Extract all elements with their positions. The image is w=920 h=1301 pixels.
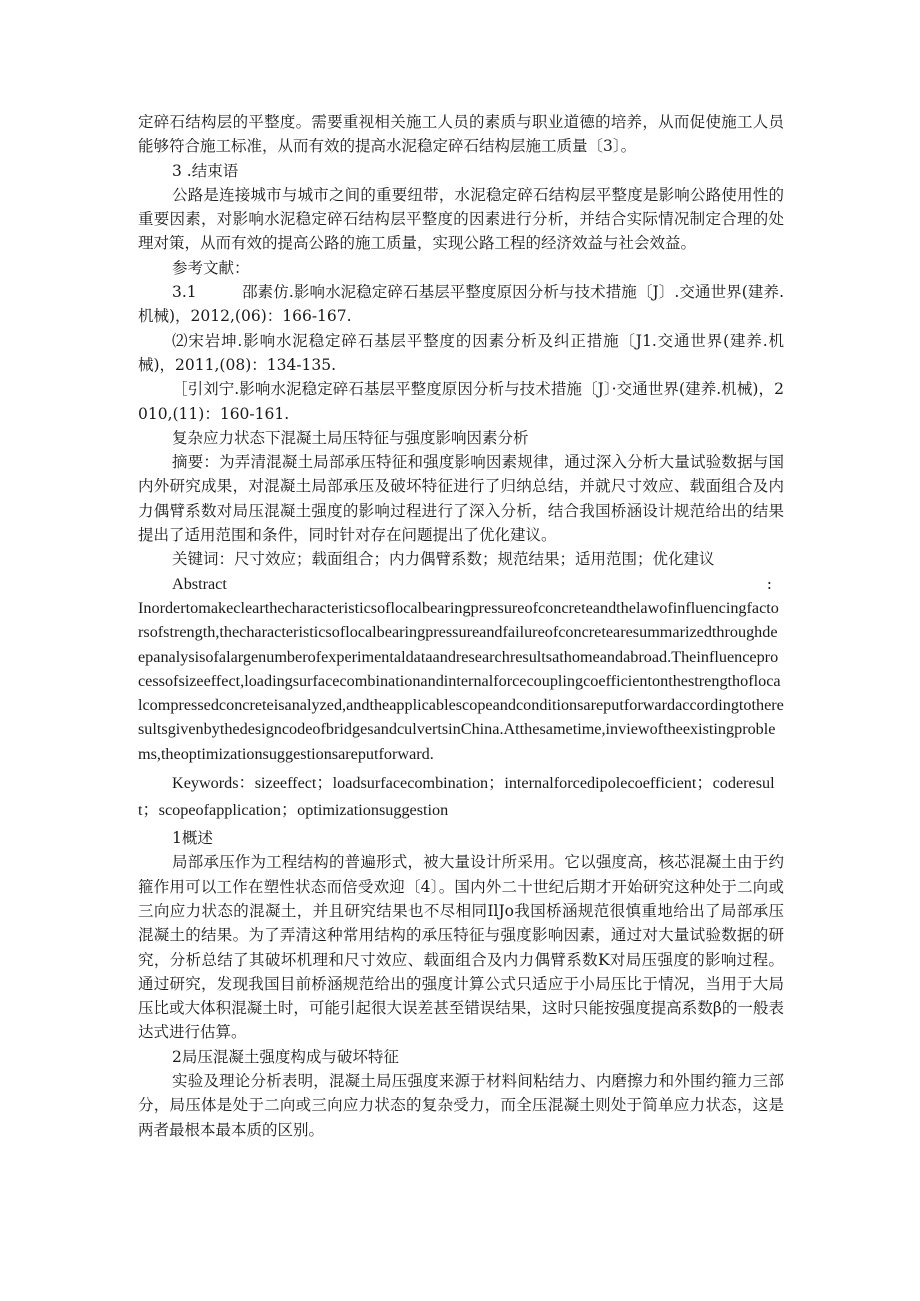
- abstract-english-label: Abstract: [172, 574, 227, 593]
- references-heading: 参考文献：: [172, 258, 250, 277]
- abstract-chinese: 摘要：为弄清混凝土局部承压特征和强度影响因素规律，通过深入分析大量试验数据与国内外研究成果，对混凝土局部承压及破坏特征进行了归纳总结，并就尺寸效应、载面组合及内力偶臂系数对局压混凝土强度的影响过程进行了深入分析，结合我国桥涵设计规范给出的结果提出了适用范围和条件，同时针对存在问题提出了优化建议。: [138, 453, 784, 545]
- reference-1-number: 3.1: [172, 283, 197, 302]
- abstract-english: Inordertomakeclearthecharacteristicsoflocalbearingpressureofconcreteandthelawofinfluencingfactorsofstrength,thecharacteristicsoflocalbearingpressureandfailureofconcretearesummarizedthroughdeepanalysisofalargenumberofexperimentaldataandresearchresultsathomeandabroad.Theinfluenceprocessofsizeeffect,loadingsurfacecombinationandinternalforcecouplingcoefficientonthestrengthoflocalcompressedconcreteisanalyzed,andtheapplicablescopeandconditionsareputforwardaccordingtotheresultsgivenbythedesigncodeofbridgesandculvertsinChina.Atthesametime,inviewoftheexistingproblems,theoptimizationsuggestionsareputforward.: [138, 598, 784, 763]
- abstract-english-heading: [138, 572, 784, 596]
- section-1-heading: 1概述: [172, 829, 213, 848]
- section-2-body: 实验及理论分析表明，混凝土局压强度来源于材料间粘结力、内磨擦力和外围约箍力三部分，局压体是处于二向或三向应力状态的复杂受力，而全压混凝土则处于简单应力状态，这是两者最根本最本质的区别。: [138, 1071, 784, 1139]
- reference-2: ⑵宋岩坤.影响水泥稳定碎石基层平整度的因素分析及纠正措施〔J1.交通世界(建养.机械)，2011,(08)：134-135.: [138, 331, 784, 374]
- text-column: [138, 110, 784, 1142]
- abstract-english-colon: :: [766, 574, 772, 593]
- section-1-body: 局部承压作为工程结构的普遍形式，被大量设计所采用。它以强度高，核芯混凝土由于约箍作用可以工作在塑性状态而倍受欢迎〔4〕。国内外二十世纪后期才开始研究这种处于二向或三向应力状态的混凝土，并且研究结果也不尽相同IlJo我国桥涵规范很慎重地给出了局部承压混凝土的结果。为了弄清这种常用结构的承压特征与强度影响因素，通过对大量试验数据的研究，分析总结了其破坏机理和尺寸效应、载面组合及内力偶臂系数K对局压强度的影响过程。通过研究，发现我国目前桥涵规范给出的强度计算公式只适应于小局压比于情况，当用于大局压比或大体积混凝土时，可能引起很大误差甚至错误结果，这时只能按强度提高系数β的一般表达式进行估算。: [138, 853, 784, 1042]
- keywords-english: Keywords：sizeeffect；loadsurfacecombination；internalforcedipolecoefficient；coderesult；scopeofapplication；optimizationsuggestion: [138, 774, 775, 820]
- reference-3: ［引刘宁.影响水泥稳定碎石基层平整度原因分析与技术措施〔J〕·交通世界(建养.机械)，2010,(11)：160-161.: [138, 380, 784, 423]
- keywords-chinese: 关键词：尺寸效应；载面组合；内力偶臂系数；规范结果；适用范围；优化建议: [172, 550, 715, 569]
- section-3-body: 公路是连接城市与城市之间的重要纽带，水泥稳定碎石结构层平整度是影响公路使用性的重要因素，对影响水泥稳定碎石结构层平整度的因素进行分析，并结合实际情况制定合理的处理对策，从而有效的提高公路的施工质量，实现公路工程的经济效益与社会效益。: [138, 185, 784, 253]
- section-3-heading: 3 .结束语: [172, 161, 239, 180]
- reference-1: [138, 280, 784, 329]
- article-title: 复杂应力状态下混凝土局压特征与强度影响因素分析: [172, 428, 529, 447]
- reference-1-text: 邵素仿.影响水泥稳定碎石基层平整度原因分析与技术措施〔J〕.交通世界(建养.机械)，2012,(06)：166-167.: [138, 283, 784, 326]
- section-2-heading: 2局压混凝土强度构成与破坏特征: [172, 1047, 399, 1066]
- paragraph-continuation: 定碎石结构层的平整度。需要重视相关施工人员的素质与职业道德的培养，从而促使施工人员能够符合施工标准，从而有效的提高水泥稳定碎石结构层施工质量〔3〕。: [138, 113, 784, 156]
